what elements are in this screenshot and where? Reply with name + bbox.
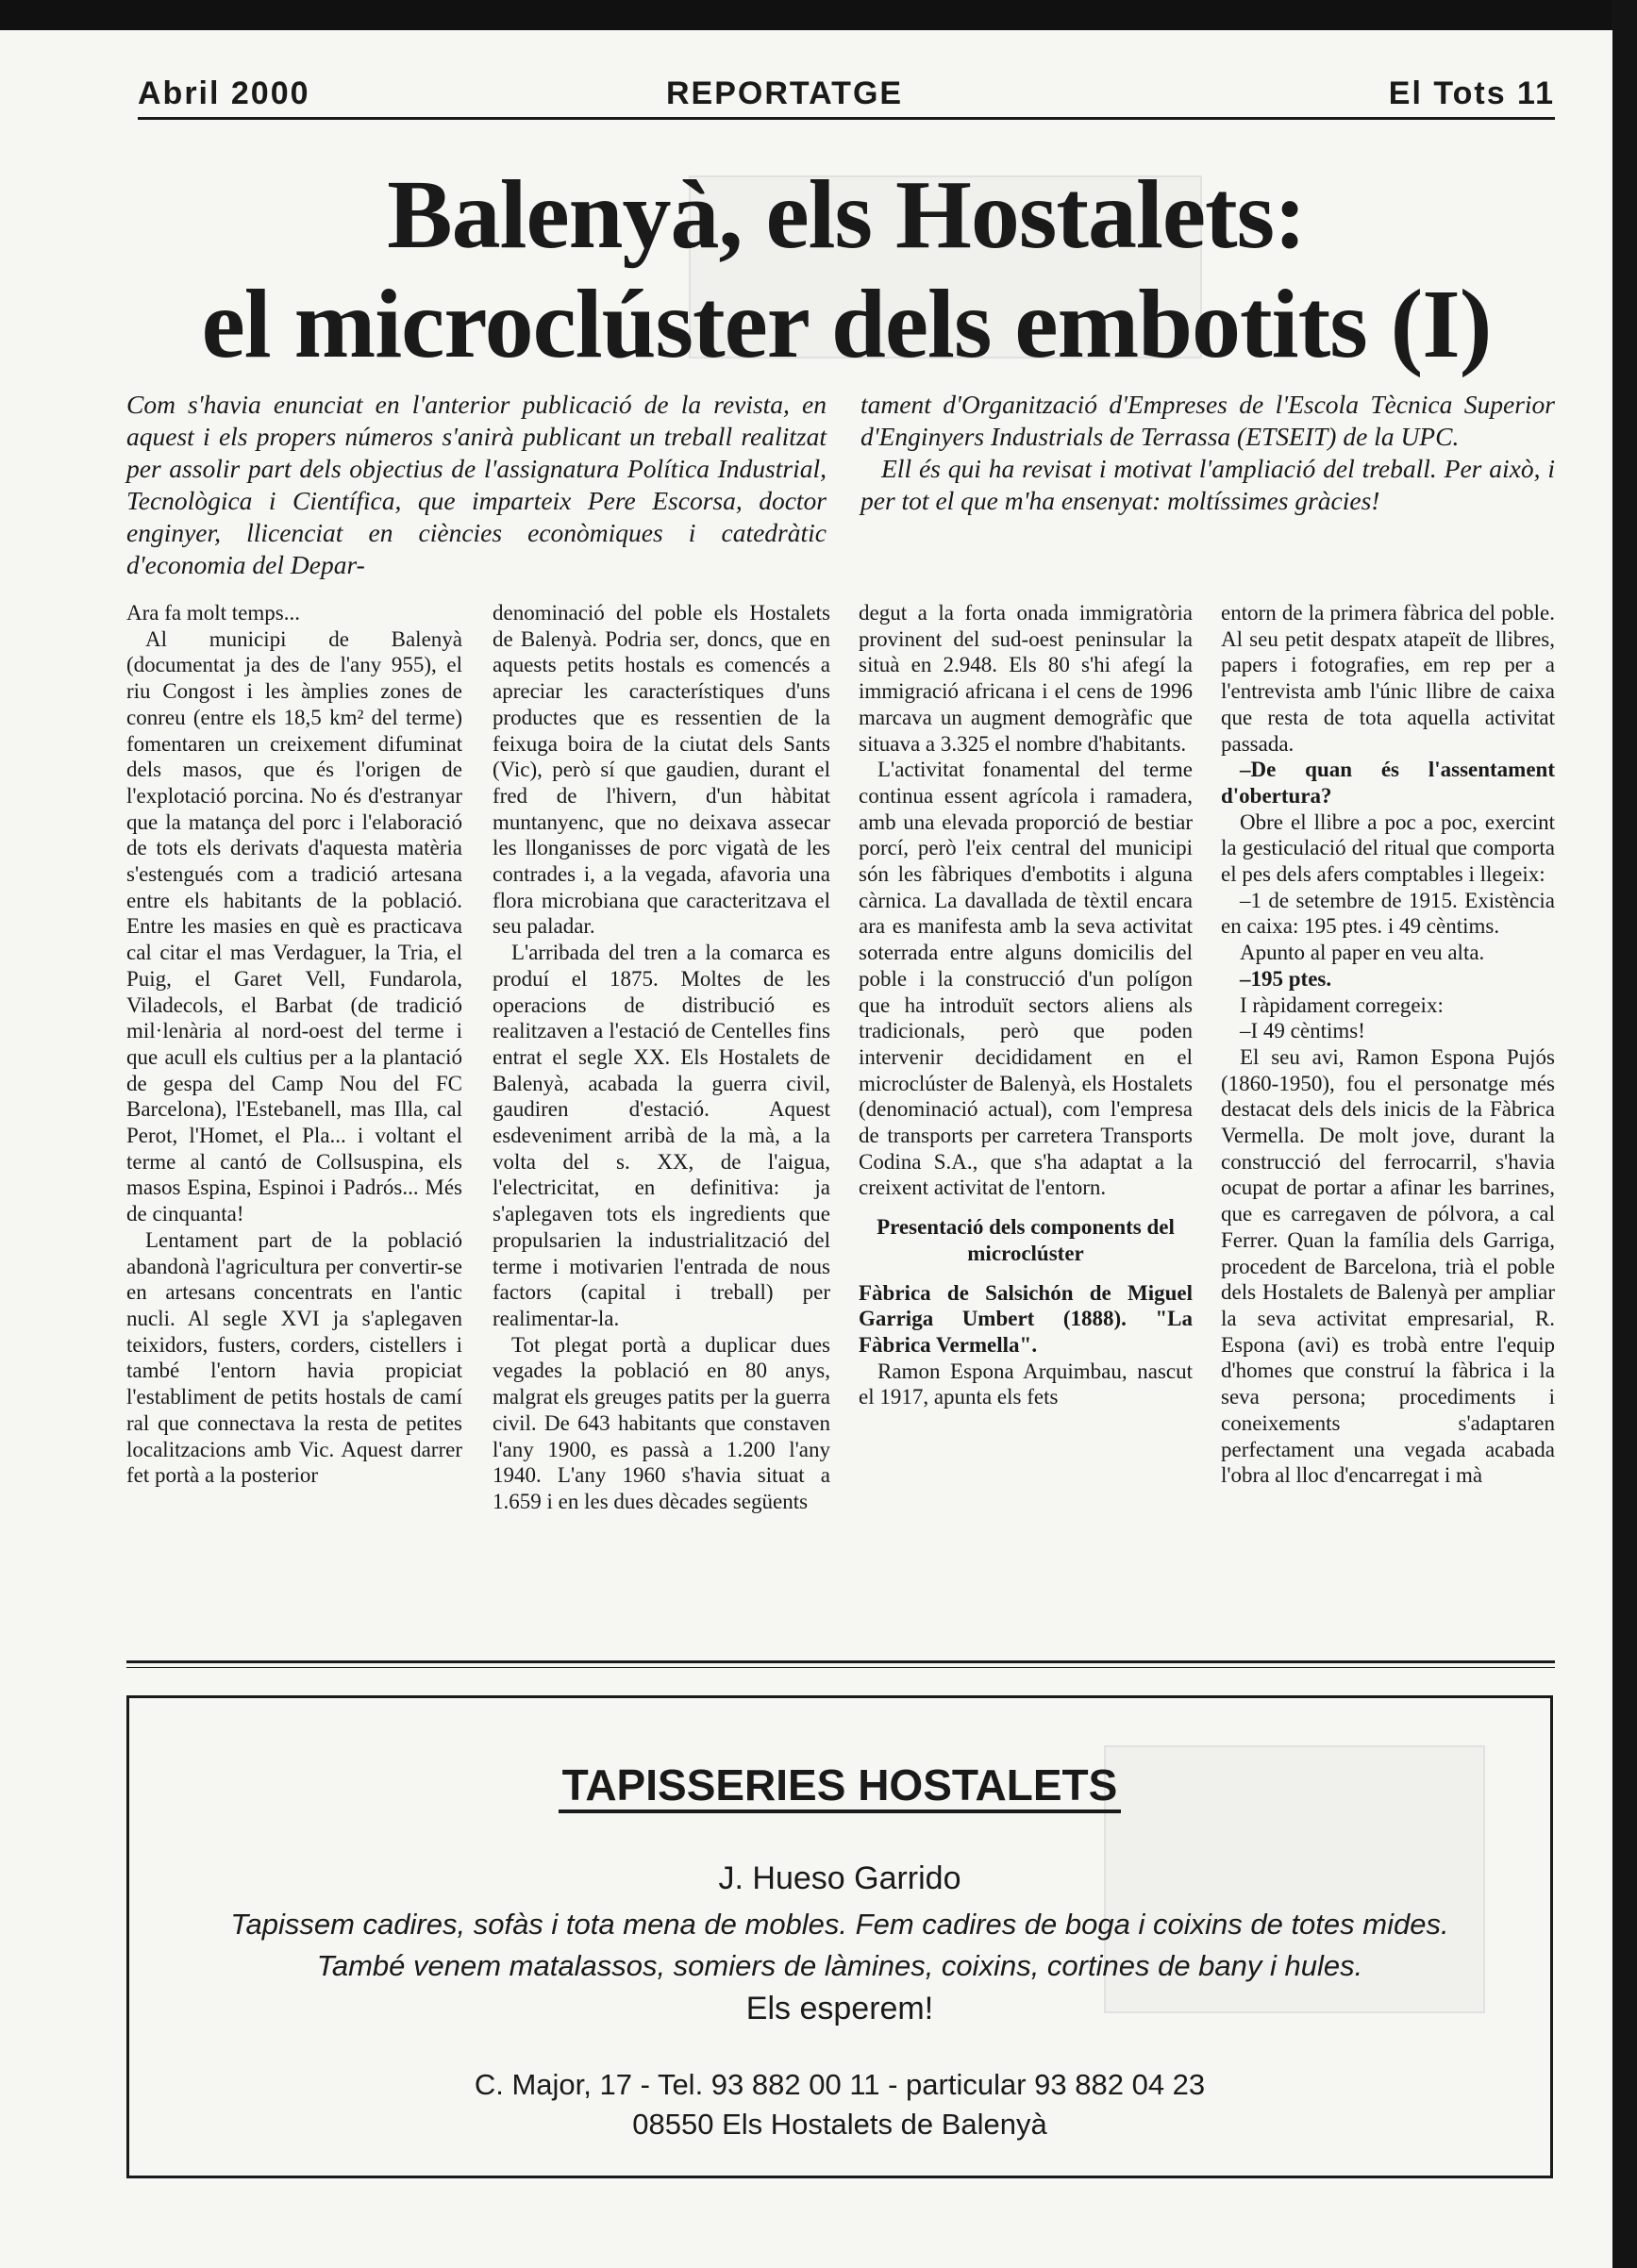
ad-description-2: També venem matalassos, somiers de làmines, coixins, cortines de bany i hules. — [316, 1949, 1363, 1982]
ad-description-1: Tapissem cadires, sofàs i tota mena de mobles. Fem cadires de boga i coixins de totes mides. — [230, 1908, 1449, 1941]
body-paragraph: entorn de la primera fàbrica del poble. Al seu petit despatx atapeït de llibres, papers i fotografies, em rep per a l'entrevista amb l'únic llibre de caixa que resta de tota aquella activitat passada. — [1221, 601, 1555, 756]
body-column-3 — [859, 600, 1193, 1643]
page-header — [138, 75, 1555, 117]
scan-border-right — [1612, 0, 1637, 2268]
scan-border-top — [0, 0, 1637, 30]
body-column-4 — [1221, 600, 1555, 1643]
body-column-1 — [126, 600, 462, 1643]
body-paragraph: L'activitat fonamental del terme continua essent agrícola i ramadera, amb una elevada proporció de bestiar porcí, però l'eix central del municipi són les fàbriques d'embotits i alguna càrnica. La davallada de tèxtil encara ara es manifesta amb la seva activitat soterrada entre alguns domicilis del poble i la construcció d'un polígon que ha introduït sectors aliens als tradicionals, però que poden intervenir decididament en el microclúster de Balenyà, els Hostalets (denominació actual), com l'empresa de transports per carretera Transports Codina S.A., que s'ha adaptat a la creixent activitat de l'entorn. — [859, 758, 1193, 1200]
issue-date: Abril 2000 — [138, 75, 310, 111]
interview-question: –De quan és l'assentament d'obertura? — [1221, 758, 1555, 808]
ad-contact-address: 08550 Els Hostalets de Balenyà — [632, 2108, 1047, 2141]
body-paragraph: I ràpidament corregeix: — [1240, 992, 1444, 1017]
body-paragraph: Apunto al paper en veu alta. — [1240, 941, 1485, 965]
body-paragraph: –1 de setembre de 1915. Existència en caixa: 195 ptes. i 49 cèntims. — [1221, 888, 1555, 939]
body-paragraph: Tot plegat portà a duplicar dues vegades la població en 80 anys, malgrat els greuges patits per la guerra civil. De 643 habitants que constaven l'any 1900, es passà a 1.200 l'any 1940. L'any 1960 s'havia situat a 1.659 i en les dues dècades següents — [493, 1332, 830, 1513]
section-subheading: Presentació dels components del microclúster — [877, 1215, 1175, 1265]
ad-owner-name: J. Hueso Garrido — [718, 1860, 961, 1896]
header-rule — [138, 117, 1555, 120]
intro-left — [126, 389, 827, 581]
body-paragraph: –I 49 cèntims! — [1240, 1019, 1365, 1043]
body-paragraph: L'arribada del tren a la comarca es produí el 1875. Moltes de les operacions de distribució es realitzaven a l'estació de Centelles fins entrat el segle XX. Els Hostalets de Balenyà, acabada la guerra civil, gaudiren d'estació. Aquest esdeveniment arribà de la mà, a la volta del s. XX, de l'aigua, l'electricitat, en definitiva: ja s'aplegaven tots els ingredients que propulsarien la industrialització del terme i motivarien l'entrada de nous factors (capital i treball) per realimentar-la. — [493, 941, 830, 1330]
body-paragraph: El seu avi, Ramon Espona Pujós (1860-1950), fou el personatge més destacat dels dels inicis de la Fàbrica Vermella. De molt jove, durant la construcció del ferrocarril, s'havia ocupat de portar a afinar les barrines, que es carregaven de pólvora, a cal Ferrer. Quan la família dels Garriga, procedent de Barcelona, trià el poble dels Hostalets de Balenyà per ampliar la seva activitat empresarial, R. Espona (avi) es trobà entre l'equip d'homes que construí la fàbrica i la seva persona; procediments i coneixements s'adaptaren perfectament una vegada acabada l'obra al lloc d'encarregat i mà — [1221, 1044, 1555, 1488]
section-divider — [126, 1660, 1555, 1663]
body-column-2 — [493, 600, 830, 1643]
body-paragraph: Ramon Espona Arquimbau, nascut el 1917, apunta els fets — [859, 1359, 1193, 1409]
body-paragraph: Obre el llibre a poc a poc, exercint la gesticulació del ritual que comporta el pes dels afers comptables i llegeix: — [1221, 809, 1555, 887]
section-divider-thin — [126, 1667, 1555, 1668]
intro-paragraph: Com s'havia enunciat en l'anterior publicació de la revista, en aquest i els propers números s'anirà publicant un treball realitzat per assolir part dels objectius de l'assignatura Política Industrial, Tecnològica i Científica, que imparteix Pere Escorsa, doctor enginyer, llicenciat en ciències econòmiques i catedràtic d'economia del Depar- — [126, 390, 827, 579]
body-paragraph: Al municipi de Balenyà (documentat ja des de l'any 955), el riu Congost i les àmplies zones de conreu (entre els 18,5 km² del terme) fomentaren un creixement difuminat dels masos, que és l'origen de l'explotació porcina. No és d'estranyar que la matança del porc i l'elaboració de tots els derivats d'aquesta matèria s'estengués com a tradició artesana entre els habitants de la població. Entre les masies en què es practicava cal citar el mas Verdaguer, la Tria, el Puig, el Garet Vell, Fundarola, Viladecols, el Barbat (de tradició mil·lenària al nord-oest del terme i que acull els cultius per a la plantació de gespa del Camp Nou del FC Barcelona), l'Estebanell, mas Illa, cal Perot, l'Homet, el Pla... i voltant el terme al cantó de Collsuspina, els masos Espina, Espinoi i Padrós... Més de cinquanta! — [126, 626, 462, 1226]
factory-heading: Fàbrica de Salsichón de Miguel Garriga Umbert (1888). "La Fàbrica Vermella". — [859, 1280, 1193, 1357]
body-paragraph: –195 ptes. — [1240, 966, 1332, 991]
title-line-1: Balenyà, els Hostalets: — [387, 160, 1306, 269]
ad-title — [129, 1759, 1550, 1811]
ad-contact-phone: C. Major, 17 - Tel. 93 882 00 11 - particular 93 882 04 23 — [474, 2068, 1206, 2101]
body-paragraph: denominació del poble els Hostalets de Balenyà. Podria ser, doncs, que en aquests petits hostals es comencés a apreciar les característiques d'uns productes que es ressentien de la feixuga boira de la ciutat dels Sants (Vic), però sí que gaudien, durant el fred de l'hivern, d'un hàbitat muntanyenc, que no deixava assecar les llonganisses de porc vigatà de les contrades i, a la vegada, afavoria una flora microbiana que caracteritzava el seu paladar. — [493, 601, 830, 939]
intro-paragraph: Ell és qui ha revisat i motivat l'ampliació del treball. Per això, i per tot el que m'ha ensenyat: moltíssimes gràcies! — [860, 454, 1555, 515]
body-paragraph: Ara fa molt temps... — [126, 601, 300, 625]
ad-welcome: Els esperem! — [745, 1991, 934, 2026]
advertisement-box — [126, 1695, 1553, 2178]
title-line-2: el microclúster dels embotits (I) — [201, 270, 1492, 378]
publication-page: El Tots 11 — [1388, 75, 1555, 111]
intro-right — [860, 389, 1555, 517]
ad-title-text: TAPISSERIES HOSTALETS — [559, 1760, 1122, 1813]
body-paragraph: degut a la forta onada immigratòria provinent del sud-oest peninsular la situà en 2.948. Els 80 s'hi afegí la immigració africana i el cens de 1996 marcava un augment demogràfic que situava a 3.325 el nombre d'habitants. — [859, 601, 1193, 756]
intro-paragraph: tament d'Organització d'Empreses de l'Escola Tècnica Superior d'Enginyers Industrials de Terrassa (ETSEIT) de la UPC. — [860, 390, 1555, 451]
section-name: REPORTATGE — [666, 75, 904, 111]
article-title — [138, 160, 1555, 379]
body-paragraph: Lentament part de la població abandonà l'agricultura per convertir-se en artesans concentrats en l'antic nucli. Al segle XVI ja s'aplegaven teixidors, fusters, corders, cistellers i també l'entorn havia propiciat l'establiment de petits hostals de camí ral que connectava la resta de petites localitzacions amb Vic. Aquest darrer fet portà a la posterior — [126, 1227, 462, 1488]
